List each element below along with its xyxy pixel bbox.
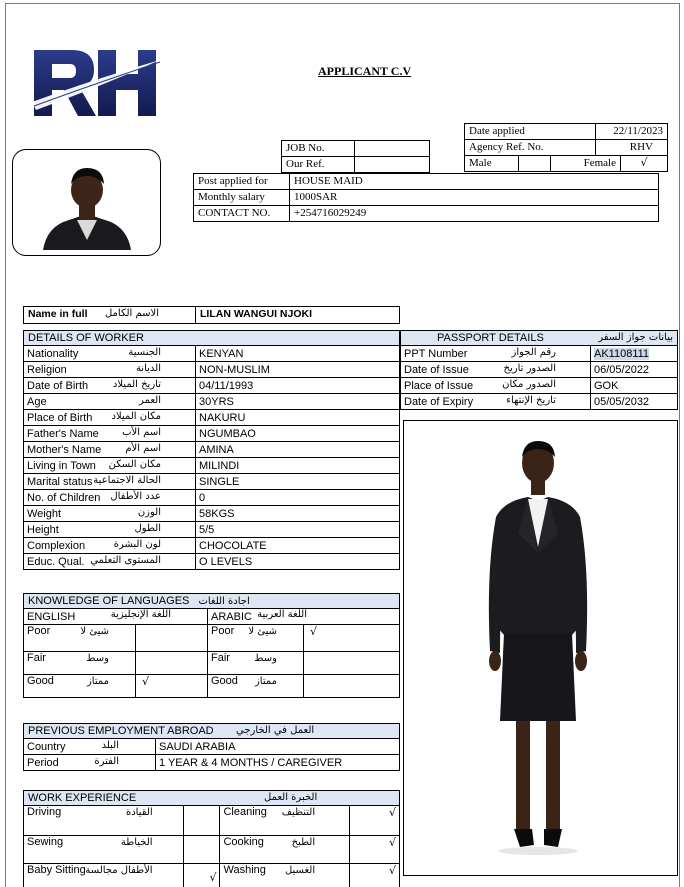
worker-row [24,490,400,506]
name-label: Name in full [28,308,88,320]
experience-row [24,864,400,887]
experience-skill-cell [220,806,350,836]
worker-field-value: NON-MUSLIM [196,362,400,378]
worker-label-cell [24,458,196,474]
worker-row [24,538,400,554]
experience-skill-checkbox: √ [350,864,400,887]
worker-field-label-ar: الحالة الاجتماعية [93,475,161,486]
cv-page [5,3,680,887]
employment-header [23,723,400,739]
worker-field-value: O LEVELS [196,554,400,570]
passport-field-label: Date of Expiry [404,395,474,408]
worker-row [24,554,400,570]
passport-label-cell [401,362,591,378]
passport-row [401,378,678,394]
worker-row [24,506,400,522]
arabic-level-checkbox [304,675,400,698]
experience-table [23,805,400,887]
experience-skill-checkbox: √ [350,836,400,864]
arabic-level-label: Good [211,675,238,687]
experience-row [24,836,400,864]
name-label-cell [23,306,196,324]
worker-field-label-ar: مكان السكن [108,459,161,470]
worker-field-label-ar: لون البشرة [113,539,161,550]
experience-skill-label-ar: الطبخ [291,837,316,848]
worker-field-value: 5/5 [196,522,400,538]
worker-field-label: Place of Birth [27,411,93,424]
worker-label-cell [24,490,196,506]
experience-skill-label-ar: الغسيل [284,865,316,876]
post-applied-label: Post applied for [193,173,290,190]
passport-label-cell [401,394,591,410]
name-value: LILAN WANGUI NJOKI [195,306,400,324]
period-label-ar: الفترة [94,756,119,767]
worker-field-label: Religion [27,363,67,376]
english-level-label: Fair [27,652,46,664]
arabic-level-label: Poor [211,625,235,637]
worker-row [24,362,400,378]
worker-label-cell [24,554,196,570]
worker-field-label-ar: مكان الميلاد [111,411,161,422]
salary-value: 1000SAR [289,189,659,206]
experience-skill-checkbox: √ [350,806,400,836]
worker-field-label-ar: اسم الأم [125,443,161,454]
passport-field-label-ar: الصدور تاريخ [503,363,556,374]
passport-number-highlight: AK1108111 [594,347,650,360]
experience-skill-checkbox [183,806,220,836]
passport-field-value: 06/05/2022 [591,362,678,378]
country-label-ar: البلد [101,740,119,751]
job-no-label: JOB No. [281,140,355,157]
worker-field-value: KENYAN [196,346,400,362]
worker-field-label: Mother's Name [27,443,102,456]
worker-field-label-ar: العمر [139,395,161,406]
employment-title: PREVIOUS EMPLOYMENT ABROAD [28,725,214,737]
details-of-worker-header [23,330,400,346]
experience-skill-label: Cleaning [223,806,267,818]
english-level-label-ar: وسط [86,653,109,664]
worker-field-label: No. of Children [27,491,101,504]
experience-skill-label: Cooking [223,836,264,848]
experience-skill-label: Baby Sitting [27,864,86,876]
english-label-ar: اللغة الإنجليزية [110,609,171,620]
worker-field-label: Marital status [27,475,93,488]
agency-ref-value: RHV [595,139,668,156]
experience-header [23,790,400,806]
worker-field-label: Nationality [27,347,79,360]
worker-field-label-ar: عدد الأطفال [110,491,161,502]
language-level-row [24,652,400,675]
page-title: APPLICANT C.V [318,64,412,78]
languages-title-ar: اجادة اللغات [198,596,250,607]
worker-field-label-ar: الطول [134,523,161,534]
passport-field-label: Date of Issue [404,363,469,376]
worker-field-label: Complexion [27,539,86,552]
worker-row [24,346,400,362]
worker-field-label: Weight [27,507,62,520]
worker-label-cell [24,522,196,538]
experience-skill-checkbox [183,836,220,864]
company-logo [32,40,162,124]
worker-label-cell [24,394,196,410]
worker-field-label: Height [27,523,59,536]
details-of-worker-title: DETAILS OF WORKER [28,332,144,344]
worker-field-label-ar: الوزن [137,507,161,518]
worker-label-cell [24,378,196,394]
arabic-level-label-ar: شيئ لا [248,626,277,637]
english-level-label-cell [24,652,136,675]
experience-skill-cell [24,864,184,887]
worker-field-value: AMINA [196,442,400,458]
languages-header [23,593,400,609]
worker-label-cell [24,362,196,378]
post-applied-value: HOUSE MAID [289,173,659,190]
arabic-level-checkbox: √ [304,625,400,652]
experience-skill-cell [220,864,350,887]
worker-field-value: 0 [196,490,400,506]
worker-field-label-ar: الجنسية [128,347,161,358]
worker-row [24,378,400,394]
worker-details-table [23,345,400,570]
experience-title-ar: الخبرة العمل [264,792,318,803]
languages-table [23,608,400,698]
experience-skill-label: Washing [223,864,266,876]
arabic-level-label-cell [208,625,304,652]
worker-field-value: SINGLE [196,474,400,490]
experience-skill-label-ar: الخياطة [120,837,153,848]
period-label: Period [27,756,59,769]
arabic-level-label-cell [208,675,304,698]
worker-field-value: 30YRS [196,394,400,410]
passport-field-label: PPT Number [404,347,468,360]
worker-field-label-ar: المستوى التعلمي [90,555,161,566]
english-level-label-ar: ممتاز [86,676,109,687]
worker-row [24,474,400,490]
worker-row [24,442,400,458]
english-level-label-cell [24,675,136,698]
worker-label-cell [24,474,196,490]
worker-field-label-ar: اسم الأب [122,427,161,438]
english-level-checkbox: √ [136,675,208,698]
worker-field-value: NAKURU [196,410,400,426]
english-level-label: Poor [27,625,51,637]
english-label: ENGLISH [27,610,76,623]
english-level-checkbox [136,625,208,652]
worker-label-cell [24,410,196,426]
worker-label-cell [24,426,196,442]
worker-field-label: Date of Birth [27,379,89,392]
period-value: 1 YEAR & 4 MONTHS / CAREGIVER [156,755,400,771]
arabic-level-label: Fair [211,652,230,664]
date-applied-value: 22/11/2023 [595,123,668,140]
worker-field-value: NGUMBAO [196,426,400,442]
passport-title: PASSPORT DETAILS [437,332,544,344]
country-label: Country [27,740,66,753]
passport-table [400,345,678,410]
job-no-value [354,140,430,157]
male-checkbox [518,155,551,172]
employment-table [23,738,400,771]
english-level-label: Good [27,675,54,687]
passport-field-label-ar: رقم الجواز [511,347,556,358]
experience-skill-cell [24,836,184,864]
passport-field-label: Place of Issue [404,379,474,392]
worker-label-cell [24,538,196,554]
country-value: SAUDI ARABIA [156,739,400,755]
worker-field-label: Father's Name [27,427,99,440]
language-level-row [24,675,400,698]
worker-field-value: CHOCOLATE [196,538,400,554]
worker-field-value: 04/11/1993 [196,378,400,394]
arabic-level-label-cell [208,652,304,675]
worker-field-label-ar: تاريخ الميلاد [112,379,161,390]
experience-skill-label-ar: التنظيف [281,807,316,818]
passport-header [400,330,678,346]
languages-title: KNOWLEDGE OF LANGUAGES [28,595,190,607]
contact-label: CONTACT NO. [193,205,290,222]
female-checkbox: √ [620,155,668,172]
female-label: Female [550,155,621,172]
name-label-ar: الاسم الكامل [104,308,159,319]
experience-skill-checkbox: √ [183,864,220,887]
worker-field-value: 58KGS [196,506,400,522]
passport-field-value: GOK [591,378,678,394]
english-level-checkbox [136,652,208,675]
salary-label: Monthly salary [193,189,290,206]
worker-row [24,426,400,442]
date-applied-label: Date applied [464,123,596,140]
our-ref-label: Our Ref. [281,156,355,173]
experience-title: WORK EXPERIENCE [28,792,137,804]
passport-row [401,346,678,362]
arabic-level-label-ar: وسط [254,653,277,664]
experience-row [24,806,400,836]
passport-field-value [591,346,678,362]
experience-skill-cell [24,806,184,836]
our-ref-value [354,156,430,173]
agency-ref-label: Agency Ref. No. [464,139,596,156]
arabic-label-ar: اللغة العربية [257,609,307,620]
experience-skill-cell [220,836,350,864]
arabic-label: ARABIC [211,610,252,623]
language-level-row [24,625,400,652]
worker-row [24,458,400,474]
passport-row [401,362,678,378]
worker-field-label: Age [27,395,47,408]
male-label: Male [464,155,519,172]
worker-row [24,410,400,426]
passport-field-label-ar: الصدور مكان [502,379,556,390]
employment-title-ar: العمل في الخارجي [236,725,315,736]
worker-row [24,522,400,538]
passport-label-cell [401,378,591,394]
full-body-photo [403,420,678,876]
experience-skill-label: Driving [27,806,62,818]
english-level-label-ar: شيئ لا [80,626,109,637]
english-level-label-cell [24,625,136,652]
experience-skill-label-ar: القيادة [125,807,153,818]
worker-field-value: MILINDI [196,458,400,474]
worker-label-cell [24,346,196,362]
worker-label-cell [24,506,196,522]
passport-label-cell [401,346,591,362]
passport-row [401,394,678,410]
worker-field-label: Living in Town [27,459,96,472]
small-photo [12,149,161,256]
worker-field-label: Educ. Qual. [27,555,85,568]
worker-row [24,394,400,410]
contact-value: +254716029249 [289,205,659,222]
worker-label-cell [24,442,196,458]
experience-skill-label-ar: الأطفال مجالسة [85,865,153,876]
passport-field-value: 05/05/2032 [591,394,678,410]
experience-skill-label: Sewing [27,836,64,848]
arabic-level-checkbox [304,652,400,675]
passport-title-ar: بيانات جواز السفر [598,332,673,343]
worker-field-label-ar: الديانة [135,363,161,374]
passport-field-label-ar: تاريخ الإنتهاء [506,395,556,406]
arabic-level-label-ar: ممتاز [254,676,277,687]
